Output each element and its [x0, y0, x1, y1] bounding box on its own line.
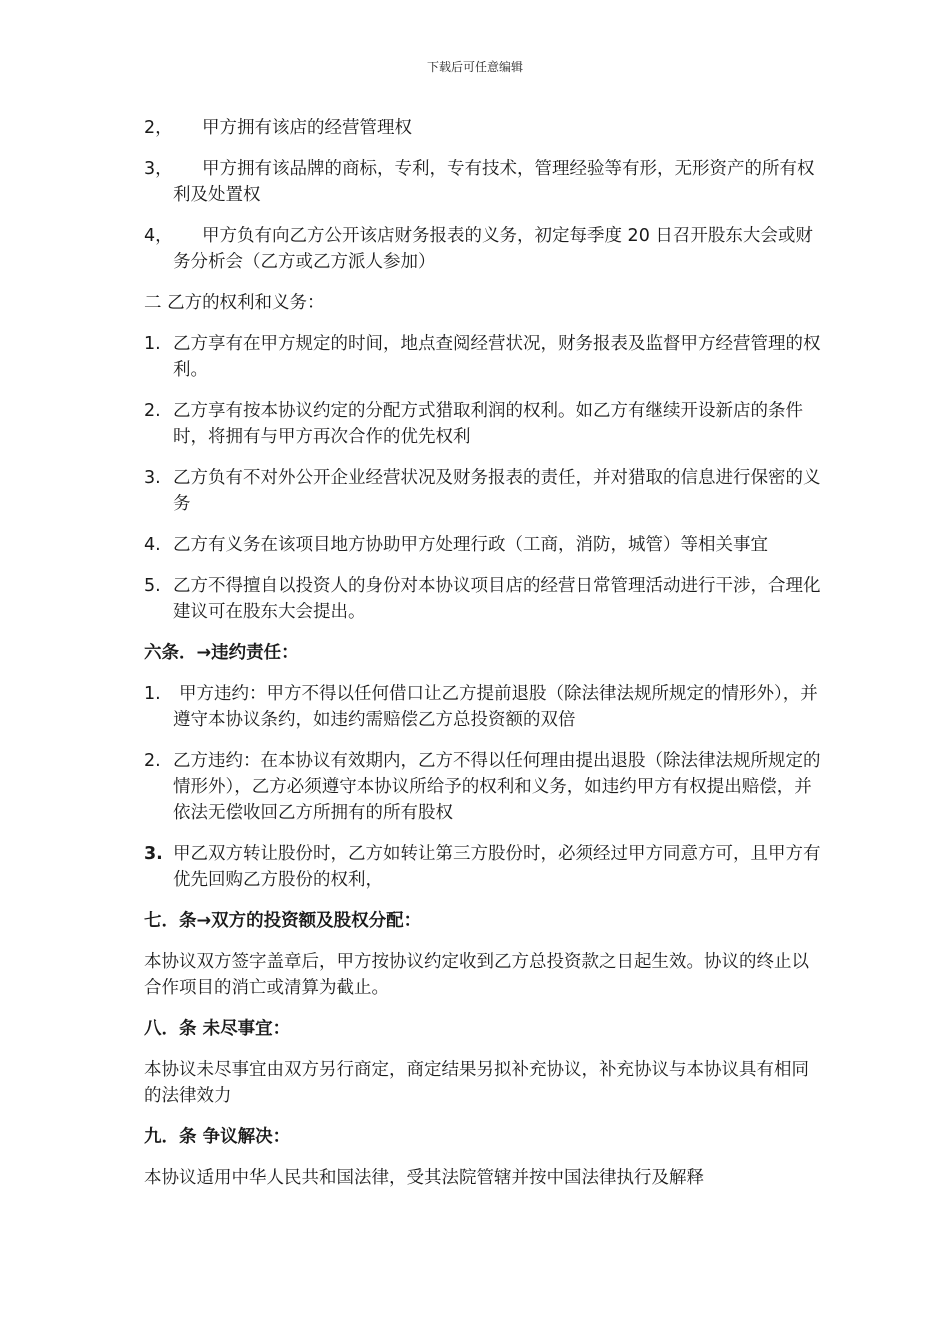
- paragraph: 本协议适用中华人民共和国法律，受其法院管辖并按中国法律执行及解释: [144, 1168, 704, 1188]
- section-heading: 六条．→违约责任：: [144, 643, 299, 663]
- list-item: [144, 223, 824, 275]
- section-heading: 八．条 未尽事宜：: [144, 1019, 291, 1039]
- item-text: 甲方违约：甲方不得以任何借口让乙方提前退股（除法律法规所规定的情形外），并遵守本协议条约，如违约需赔偿乙方总投资额的双倍: [173, 684, 818, 730]
- paragraph: 本协议未尽事宜由双方另行商定，商定结果另拟补充协议，补充协议与本协议具有相同的法律效力: [144, 1060, 809, 1106]
- list-item: [144, 841, 824, 893]
- item-text: 乙方有义务在该项目地方协助甲方处理行政（工商，消防，城管）等相关事宜: [173, 535, 768, 555]
- item-number: 2.: [144, 401, 161, 421]
- list-item: [144, 465, 824, 517]
- item-text: 乙方享有在甲方规定的时间，地点查阅经营状况，财务报表及监督甲方经营管理的权利。: [173, 334, 821, 380]
- item-number: 4，: [144, 226, 173, 246]
- list-item: [144, 331, 824, 383]
- section-heading: 九．条 争议解决：: [144, 1127, 291, 1147]
- item-text: 甲方拥有该品牌的商标，专利，专有技术，管理经验等有形，无形资产的所有权利及处置权: [173, 159, 815, 205]
- item-number: 3，: [144, 159, 173, 179]
- item-text: 甲方负有向乙方公开该店财务报表的义务，初定每季度 20 日召开股东大会或财务分析会（乙方或乙方派人参加）: [173, 226, 813, 272]
- list-item: [144, 573, 824, 625]
- item-text: 乙方负有不对外公开企业经营状况及财务报表的责任，并对猎取的信息进行保密的义务: [173, 468, 821, 514]
- list-item: [144, 748, 824, 826]
- item-number: 3.: [144, 468, 161, 488]
- list-item: [144, 115, 824, 141]
- item-number: 2，: [144, 118, 173, 138]
- item-text: 甲方拥有该店的经营管理权: [202, 118, 412, 138]
- item-number: 1.: [144, 334, 161, 354]
- item-number: 4.: [144, 535, 161, 555]
- paragraph: 本协议双方签字盖章后，甲方按协议约定收到乙方总投资款之日起生效。协议的终止以合作项目的消亡或清算为截止。: [144, 952, 809, 998]
- document-body: [144, 115, 824, 1206]
- item-number: 3.: [144, 844, 163, 864]
- item-text: 乙方享有按本协议约定的分配方式猎取利润的权利。如乙方有继续开设新店的条件时，将拥有与甲方再次合作的优先权利: [173, 401, 803, 447]
- item-number: 1.: [144, 684, 161, 704]
- item-text: 乙方不得擅自以投资人的身份对本协议项目店的经营日常管理活动进行干涉，合理化建议可在股东大会提出。: [173, 576, 821, 622]
- list-item: [144, 156, 824, 208]
- item-number: 2.: [144, 751, 161, 771]
- list-item: [144, 532, 824, 558]
- item-text: 甲乙双方转让股份时，乙方如转让第三方股份时，必须经过甲方同意方可，且甲方有优先回购乙方股份的权利，: [173, 844, 821, 890]
- item-number: 5.: [144, 576, 161, 596]
- page-header: 下载后可任意编辑: [426, 60, 523, 74]
- list-item: [144, 681, 824, 733]
- section-heading: 二 乙方的权利和义务：: [144, 293, 325, 313]
- section-heading: 七．条→双方的投资额及股权分配：: [144, 911, 422, 931]
- list-item: [144, 398, 824, 450]
- item-text: 乙方违约：在本协议有效期内，乙方不得以任何理由提出退股（除法律法规所规定的情形外），乙方必须遵守本协议所给予的权利和义务，如违约甲方有权提出赔偿，并依法无偿收回乙方所拥有的所有股权: [173, 751, 821, 823]
